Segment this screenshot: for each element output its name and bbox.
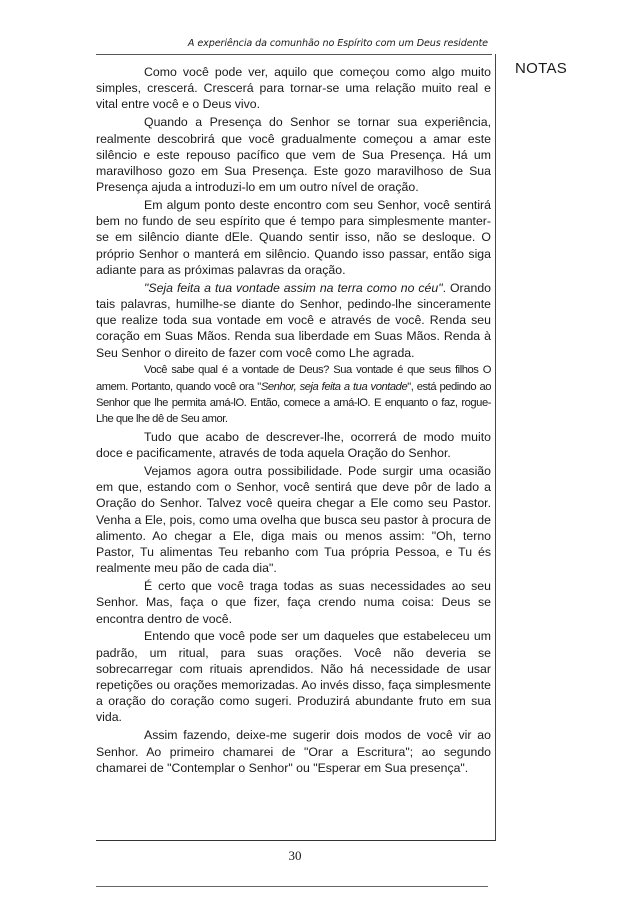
paragraph xyxy=(96,64,491,113)
paragraph-text: Quando a Presença do Senhor se tornar sua experiência, realmente descobrirá que você gradualmente começou a amar este silêncio e este repouso pacífico que vem de Sua Presença. Há um maravilhoso gozo em Sua Presença. Este gozo maravilhoso de Sua Presença ajuda a introduzi-lo em um outro nível de oração. xyxy=(96,115,491,195)
paragraph xyxy=(96,114,491,195)
paragraph xyxy=(96,197,491,278)
italic-quote: Senhor, seja feita a tua vontade xyxy=(260,380,408,393)
page-number: 30 xyxy=(288,848,302,863)
body-text xyxy=(96,64,491,778)
paragraph-text: Tudo que acabo de descrever-lhe, ocorrerá de modo muito doce e pacificamente, através de toda aquela Oração do Senhor. xyxy=(96,429,491,461)
paragraph xyxy=(96,280,491,361)
italic-quote: "Seja feita a tua vontade assim na terra como no céu" xyxy=(144,280,443,295)
paragraph-text: Entendo que você pode ser um daqueles que estabeleceu um padrão, um ritual, para suas orações. Você não deveria se sobrecarregar com rituais aprendidos. Não há necessidade de usar repetições ou orações memorizadas. Ao invés disso, faça simplesmente a oração do coração como sugeri. Produzirá abundante fruto em sua vida. xyxy=(96,629,491,725)
paragraph-text: Em algum ponto deste encontro com seu Senhor, você sentirá bem no fundo de seu espírito que é tempo para simplesmente manter-se em silêncio diante dEle. Quando sentir isso, não se desloque. O próprio Senhor o manterá em silêncio. Quando isso passar, então siga adiante para as próximas palavras da oração. xyxy=(96,198,491,277)
paragraph xyxy=(96,578,491,627)
paragraph-text: Você sabe qual é a vontade de Deus? Sua vontade é que seus filhos O amem. Portanto, quando você ora " xyxy=(96,364,491,393)
paragraph-text: Assim fazendo, deixe-me sugerir dois modos de você vir ao Senhor. Ao primeiro chamarei de "Orar a Escritura"; ao segundo chamarei de "Contemplar o Senhor" ou "Esperar em Sua presença". xyxy=(96,728,491,775)
running-header: A experiência da comunhão no Espírito com um Deus residente xyxy=(187,38,488,49)
bottom-rule xyxy=(96,886,488,887)
text-column-right-border xyxy=(495,54,496,840)
paragraph-text: ", está pedindo ao Senhor que lhe permita amá-lO. Então, comece a amá-lO. E enquanto o faz, rogue-Lhe que lhe dê de Seu amor. xyxy=(96,380,492,426)
paragraph xyxy=(96,463,491,576)
notes-margin-label: NOTAS xyxy=(515,60,568,77)
paragraph xyxy=(96,727,491,776)
paragraph xyxy=(96,362,491,427)
paragraph xyxy=(96,429,491,461)
paragraph-text: É certo que você traga todas as suas necessidades ao seu Senhor. Mas, faça o que fizer, faça crendo numa coisa: Deus se encontra dentro de você. xyxy=(96,579,491,626)
footer-rule xyxy=(96,840,496,841)
paragraph-text: . Orando tais palavras, humilhe-se diante do Senhor, pedindo-lhe sinceramente que realize toda sua vontade em você e através de você. Renda seu coração em Suas Mãos. Renda sua liberdade em Suas Mãos. Renda à Seu Senhor o direito de fazer com você como Lhe agrada. xyxy=(96,280,491,360)
header-rule xyxy=(96,54,492,55)
paragraph-text: Vejamos agora outra possibilidade. Pode surgir uma ocasião em que, estando com o Senhor, você sentirá que deve pôr de lado a Oração do Senhor. Talvez você queira chegar a Ele como seu Pastor. Venha a Ele, pois, como uma ovelha que busca seu pastor à procura de alimento. Ao chegar a Ele, diga mais ou menos assim: "Oh, terno Pastor, Tu alimentas Teu rebanho com Tua própria Pessoa, e Tu és realmente meu pão de cada dia". xyxy=(96,464,491,576)
paragraph-text: Como você pode ver, aquilo que começou como algo muito simples, crescerá. Crescerá para tornar-se uma relação muito real e vital entre você e o Deus vivo. xyxy=(96,65,491,112)
paragraph xyxy=(96,628,491,725)
